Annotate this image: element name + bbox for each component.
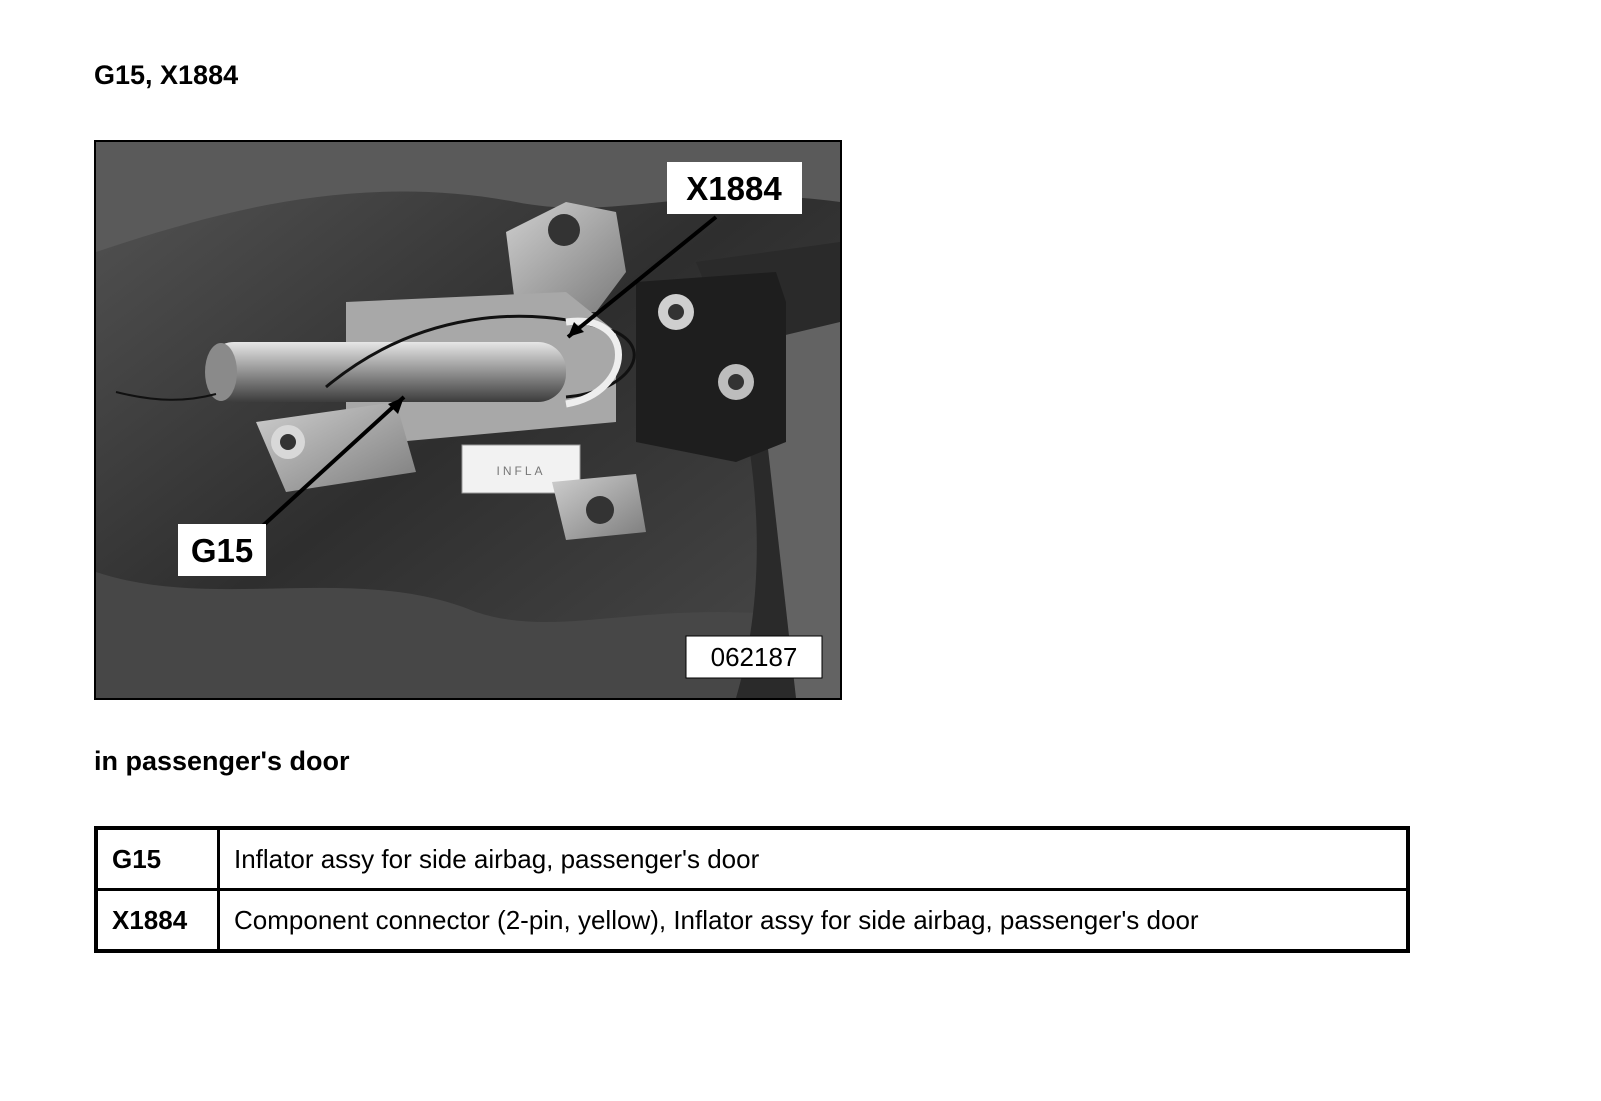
figure-number: 062187 [710, 642, 798, 672]
page-title: G15, X1884 [94, 60, 239, 90]
callout-x1884: X1884 [686, 170, 782, 207]
lower-bolt [586, 496, 614, 524]
legend-code: X1884 [96, 890, 219, 952]
table-row [96, 890, 1408, 952]
legend-code: G15 [96, 828, 219, 890]
legend-description: Inflator assy for side airbag, passenger's door [219, 828, 1409, 890]
label-plate-text: INFLA [496, 464, 546, 478]
inflator-end-cap [205, 343, 237, 401]
photo-illustration [96, 142, 840, 698]
callout-g15: G15 [190, 532, 254, 569]
inflator-cylinder [206, 342, 566, 402]
location-heading: in passenger's door [94, 746, 350, 776]
lock-plate-bolt-top [668, 304, 684, 320]
legend-description: Component connector (2-pin, yellow), Inflator assy for side airbag, passenger's door [219, 890, 1409, 952]
lock-plate-bolt-mid [728, 374, 744, 390]
legend-table [94, 826, 1410, 953]
component-photo [94, 140, 842, 700]
table-row [96, 828, 1408, 890]
left-bolt [280, 434, 296, 450]
lock-plate [636, 272, 786, 462]
upper-bolt [548, 214, 580, 246]
